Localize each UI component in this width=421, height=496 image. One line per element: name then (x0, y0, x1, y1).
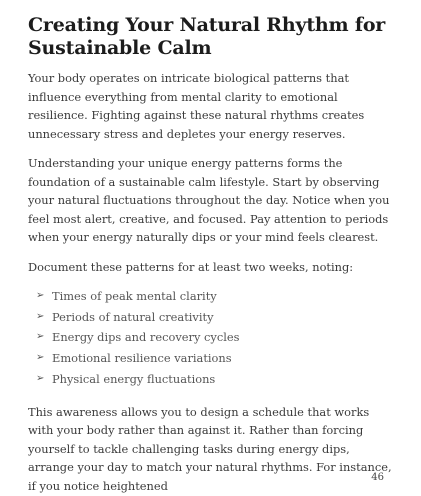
intro-paragraph: Your body operates on intricate biological patterns that influence everything from mental clarity to emotional resilience. Fighting against these natural rhythms creates unnecessary stress and depletes your energy reserves. (28, 71, 365, 141)
list-item-text: Energy dips and recovery cycles (52, 330, 240, 345)
page-number: 46 (371, 472, 384, 483)
arrow-bullet-icon: ➢ (36, 331, 45, 343)
document-page (28, 14, 394, 495)
document-patterns-paragraph: Document these patterns for at least two weeks, noting: (28, 259, 354, 274)
arrow-bullet-icon: ➢ (36, 290, 45, 301)
list-item-text: Times of peak mental clarity (52, 289, 217, 303)
arrow-bullet-icon: ➢ (36, 352, 45, 364)
arrow-bullet-icon: ➢ (36, 372, 45, 384)
list-item (28, 348, 394, 369)
list-item-text: Periods of natural creativity (52, 309, 214, 324)
list-item (28, 286, 394, 307)
section-heading: Creating Your Natural Rhythm for Sustainable Calm (28, 14, 386, 59)
awareness-paragraph: This awareness allows you to design a schedule that works with your body rather than against it. Rather than forcing yourself to tackle challenging tasks during energy dips, arrange your day to match your natural rhythms. For instance, if you notice heightened (28, 404, 392, 493)
list-item-text: Emotional resilience variations (52, 351, 232, 366)
list-item (28, 327, 394, 348)
list-item (28, 307, 394, 328)
arrow-bullet-icon: ➢ (36, 310, 45, 322)
energy-patterns-paragraph: Understanding your unique energy patterns forms the foundation of a sustainable calm lifestyle. Start by observing your natural fluctuations throughout the day. Notice when you feel most alert, creative, and focused. Pay attention to periods when your energy naturally dips or your mind feels clearest. (28, 156, 390, 244)
pattern-list (28, 286, 394, 390)
list-item-text: Physical energy fluctuations (52, 371, 216, 386)
list-item (28, 369, 394, 390)
